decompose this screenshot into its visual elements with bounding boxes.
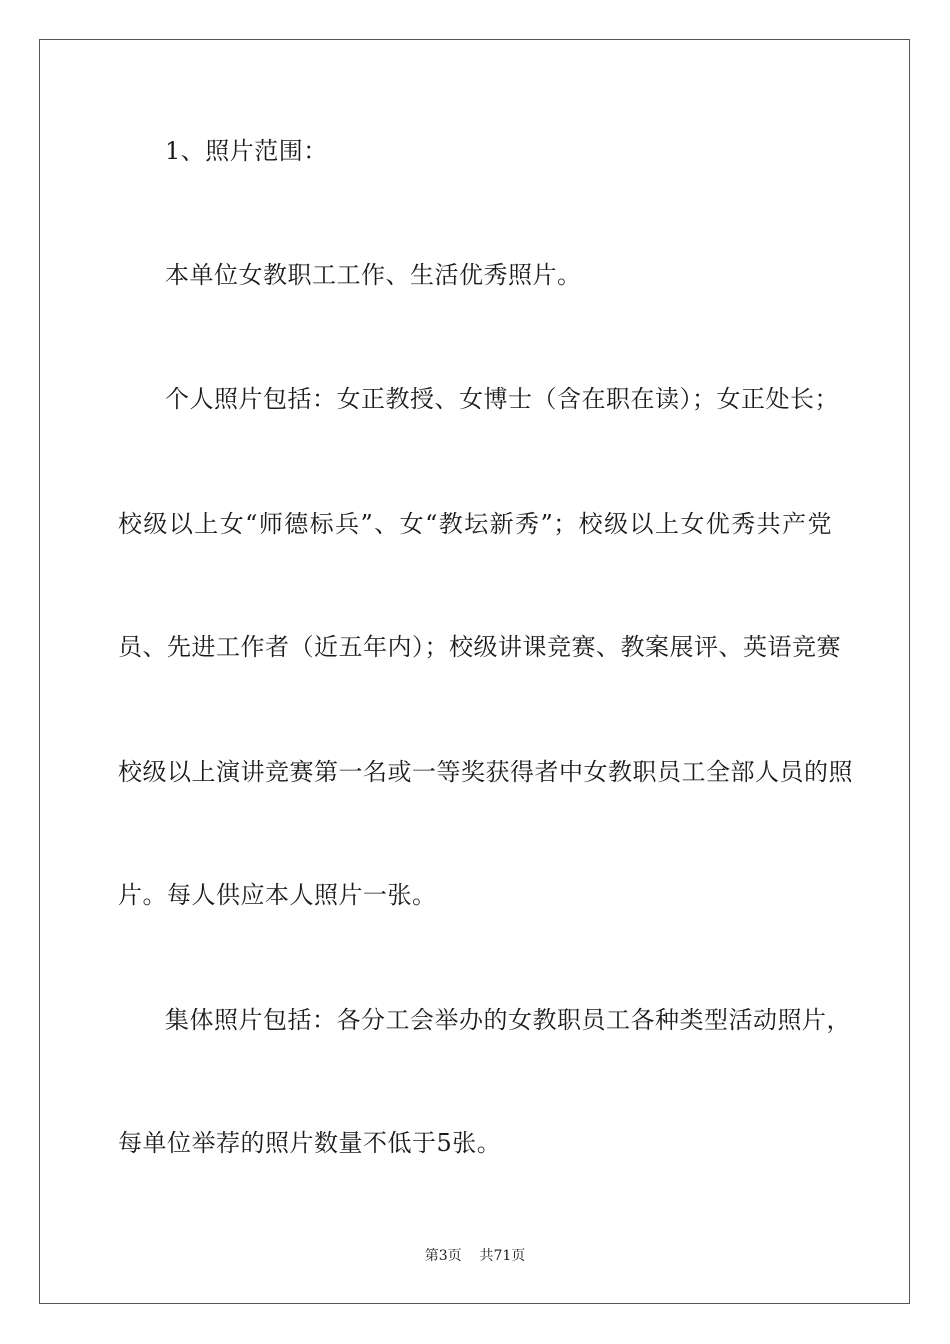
page-border	[39, 39, 910, 1304]
paragraph-line: 每单位举荐的照片数量不低于5张。	[118, 1129, 502, 1157]
paragraph-line: 本单位女教职工工作、生活优秀照片。	[165, 261, 582, 289]
paragraph-line: 校级以上女“师德标兵”、女“教坛新秀”；校级以上女优秀共产党	[118, 510, 832, 538]
paragraph-line: 片。每人供应本人照片一张。	[118, 881, 437, 909]
paragraph-line: 集体照片包括：各分工会举办的女教职员工各种类型活动照片，	[165, 1006, 851, 1034]
section-heading: 1、照片范围：	[165, 137, 328, 165]
page-number-footer: 第3页 共71页	[424, 1248, 526, 1264]
paragraph-line: 校级以上演讲竞赛第一名或一等奖获得者中女教职员工全部人员的照	[118, 758, 853, 786]
paragraph-line: 员、先进工作者（近五年内）；校级讲课竞赛、教案展评、英语竞赛	[118, 633, 841, 661]
paragraph-line: 个人照片包括：女正教授、女博士（含在职在读）；女正处长；	[165, 385, 839, 413]
